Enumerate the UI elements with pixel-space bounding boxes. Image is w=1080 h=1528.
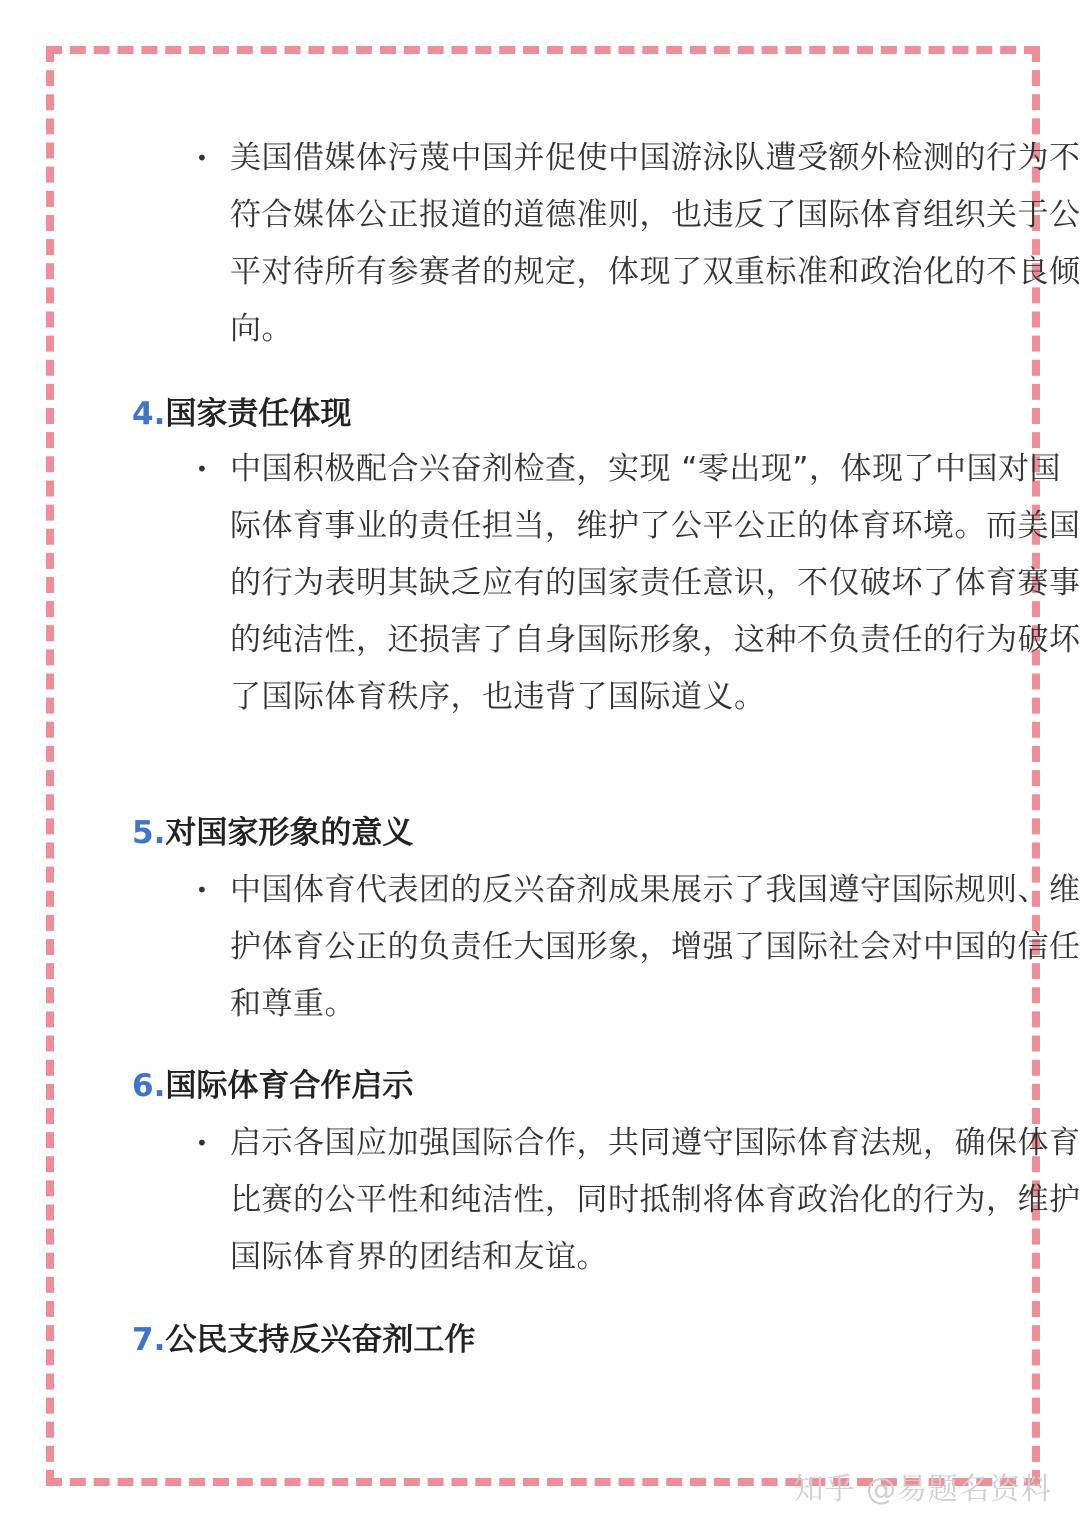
bullet-item-intro	[132, 130, 1080, 358]
section-title: 国家责任体现	[165, 396, 352, 432]
bullet-text: 启示各国应加强国际合作，共同遵守国际体育法规，确保体育比赛的公平性和纯洁性，同时抵制将体育政治化的行为，维护国际体育界的团结和友谊。	[230, 1125, 1080, 1275]
section-heading-6	[132, 1066, 992, 1106]
section-number: 7.	[132, 1322, 166, 1358]
bullet-item-5	[132, 862, 1080, 1033]
bullet-icon: •	[196, 146, 209, 170]
bullet-item-6	[132, 1115, 1080, 1286]
bullet-item-4	[132, 441, 1080, 726]
section-number: 5.	[132, 815, 166, 851]
section-title: 国际体育合作启示	[165, 1068, 414, 1104]
bullet-icon: •	[196, 878, 209, 902]
bullet-icon: •	[196, 457, 209, 481]
bullet-text: 中国体育代表团的反兴奋剂成果展示了我国遵守国际规则、维护体育公正的负责任大国形象，增强了国际社会对中国的信任和尊重。	[230, 872, 1080, 1022]
watermark-text: 知乎 @易题名资料	[793, 1472, 1052, 1507]
section-heading-7	[132, 1320, 992, 1360]
section-title: 公民支持反兴奋剂工作	[165, 1322, 476, 1358]
section-title: 对国家形象的意义	[165, 815, 414, 851]
bullet-icon: •	[196, 1131, 209, 1155]
section-heading-5	[132, 813, 992, 853]
section-number: 4.	[132, 396, 166, 432]
section-number: 6.	[132, 1068, 166, 1104]
section-heading-4	[132, 394, 992, 434]
bullet-text: 美国借媒体污蔑中国并促使中国游泳队遭受额外检测的行为不符合媒体公正报道的道德准则，也违反了国际体育组织关于公平对待所有参赛者的规定，体现了双重标准和政治化的不良倾向。	[230, 140, 1080, 347]
bullet-text: 中国积极配合兴奋剂检查，实现 “零出现”，体现了中国对国际体育事业的责任担当，维护了公平公正的体育环境。而美国的行为表明其缺乏应有的国家责任意识，不仅破坏了体育赛事的纯洁性，还损害了自身国际形象，这种不负责任的行为破坏了国际体育秩序，也违背了国际道义。	[230, 451, 1080, 715]
